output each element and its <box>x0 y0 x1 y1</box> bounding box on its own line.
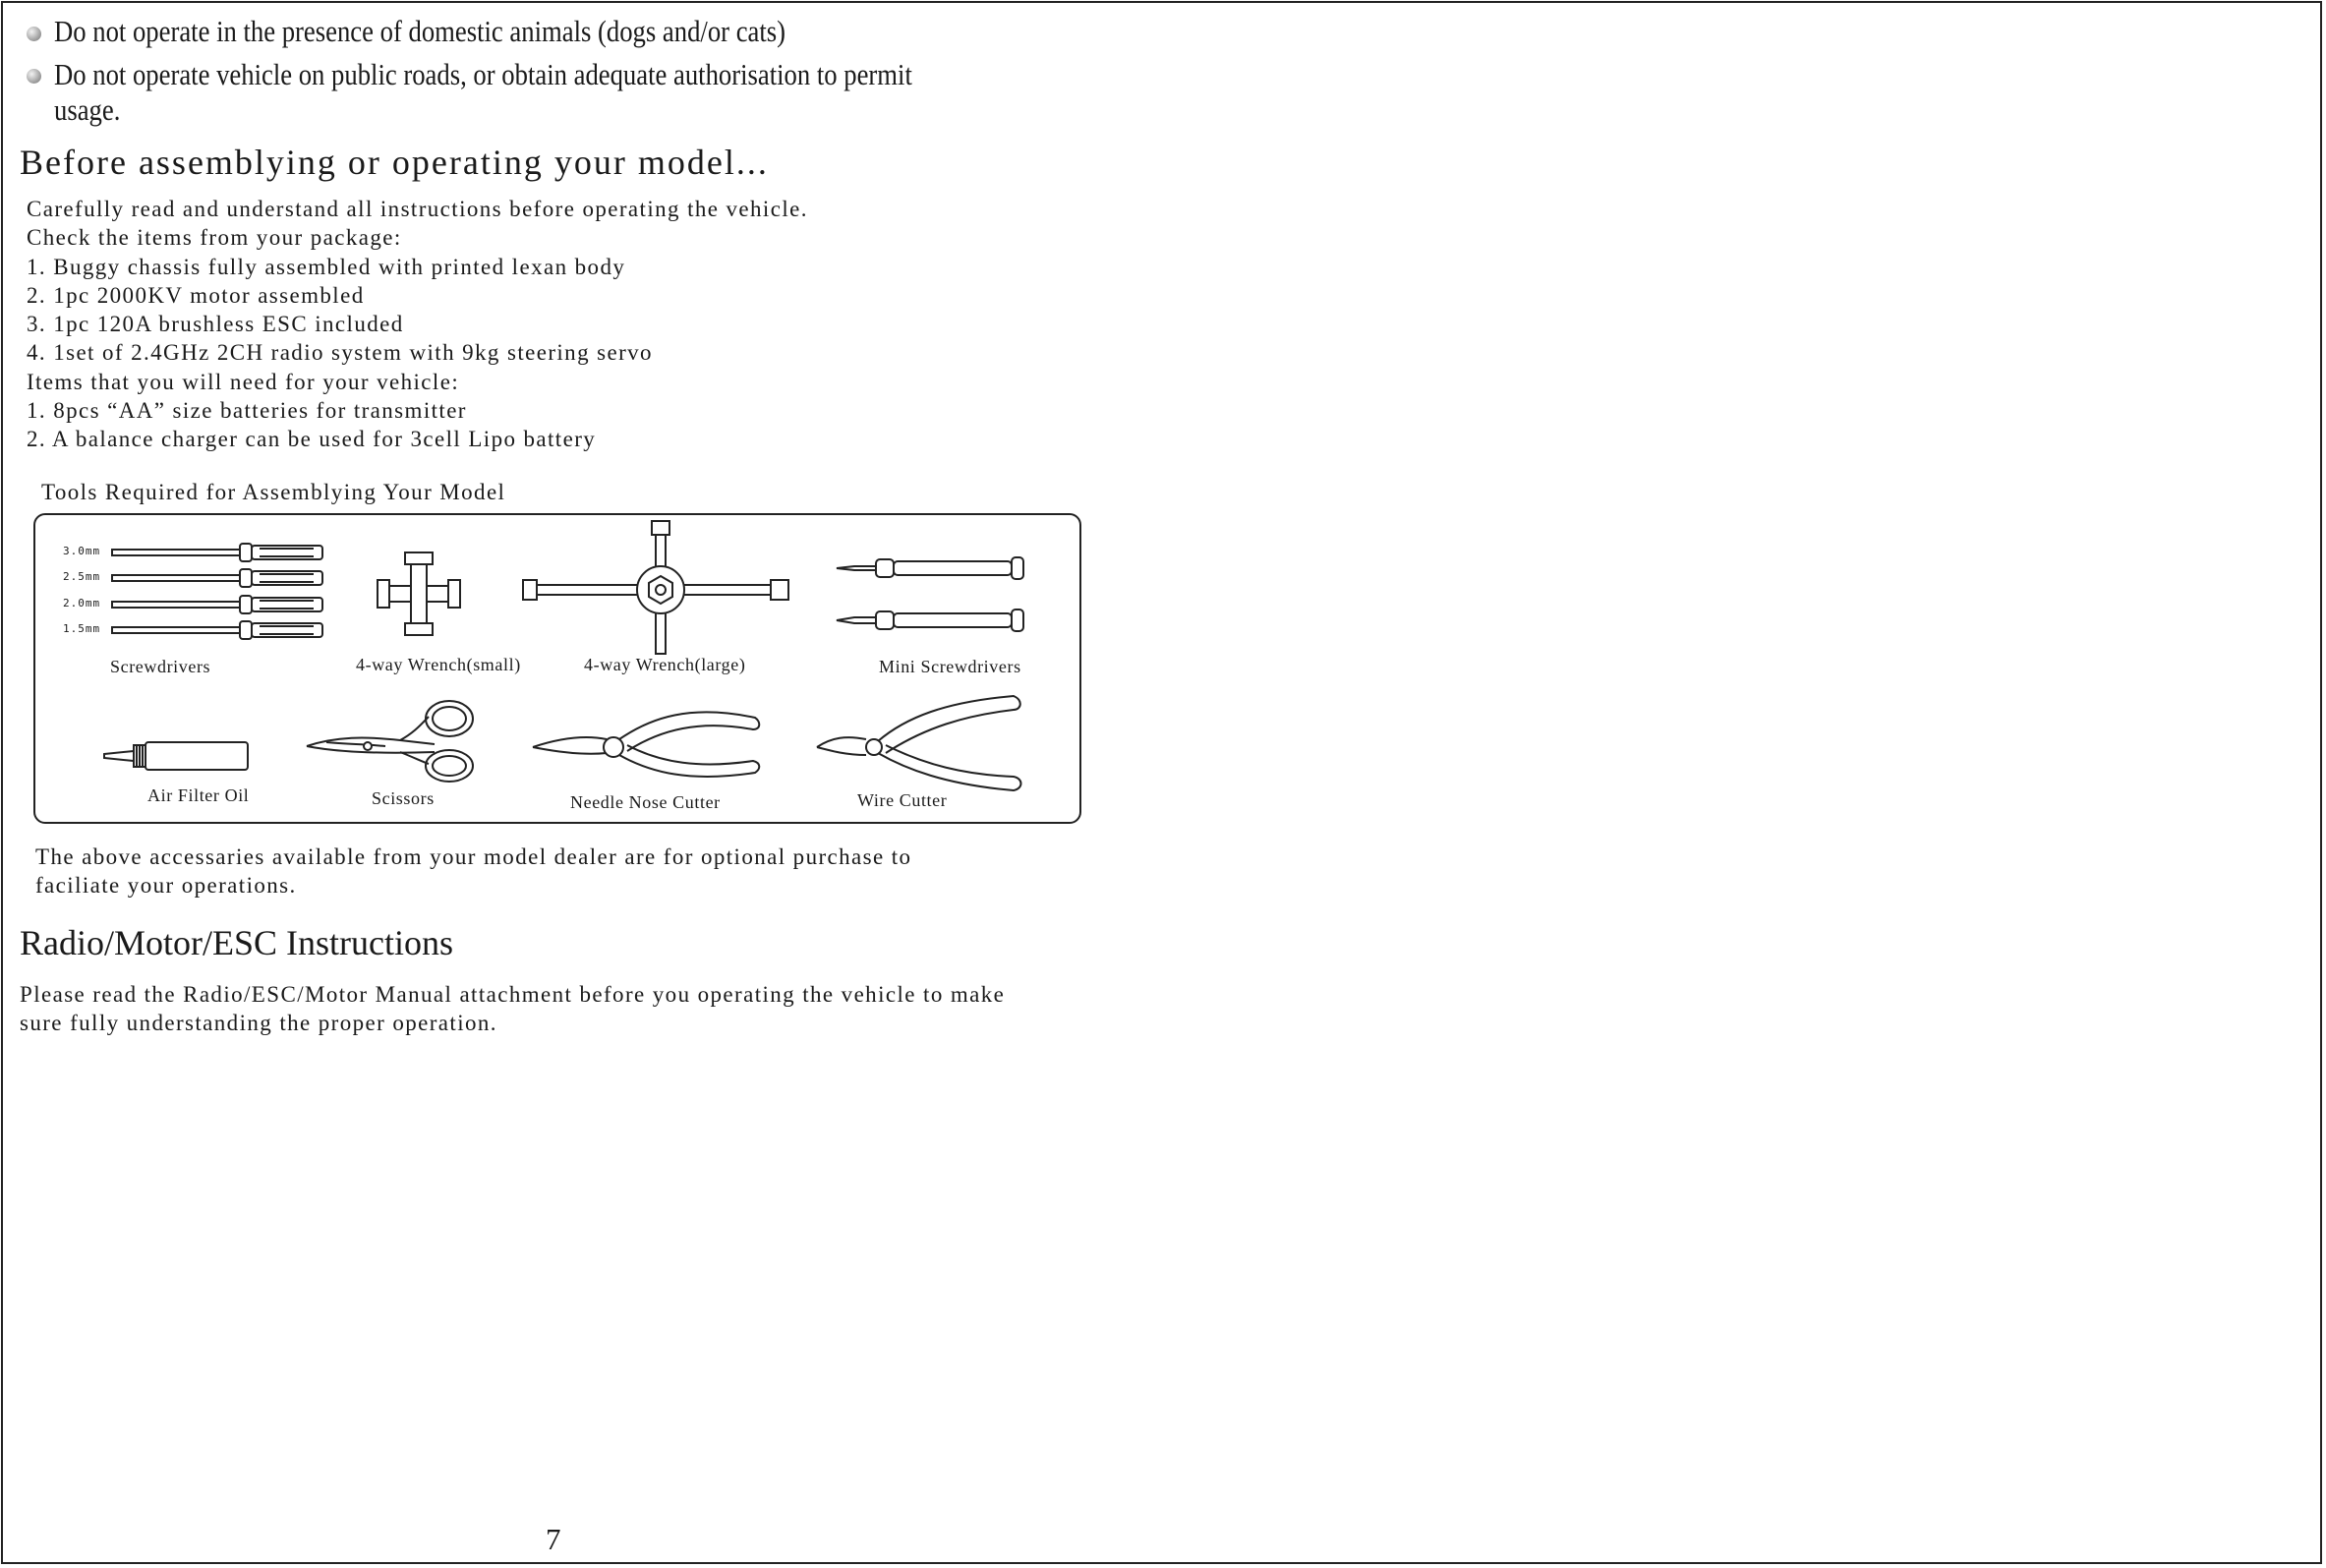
body-line: Please read the Radio/ESC/Motor Manual attachment before you operating the vehicle to make <box>20 982 1006 1007</box>
body-line: The above accessaries available from your model dealer are for optional purchase to <box>35 844 912 869</box>
size-label: 2.0mm <box>63 597 101 610</box>
body-line: faciliate your operations. <box>35 873 297 899</box>
tool-label: Wire Cutter <box>857 790 948 810</box>
size-label: 2.5mm <box>63 570 101 583</box>
tool-label: Screwdrivers <box>110 657 211 676</box>
body-line: Carefully read and understand all instructions before operating the vehicle. <box>27 197 808 221</box>
scissors-icon <box>307 701 473 782</box>
wire-cutter-icon <box>817 696 1021 790</box>
tools-caption: Tools Required for Assemblying Your Model <box>41 480 506 504</box>
bullet-icon <box>27 69 41 84</box>
tool-label: Air Filter Oil <box>147 785 250 805</box>
body-line: 3. 1pc 120A brushless ESC included <box>27 312 404 337</box>
body-line: 1. 8pcs “AA” size batteries for transmitter <box>27 398 467 424</box>
size-label: 3.0mm <box>63 545 101 557</box>
bullet-icon <box>27 27 41 41</box>
body-line: 1. Buggy chassis fully assembled with printed lexan body <box>27 254 626 279</box>
warning-line: Do not operate in the presence of domestic animals (dogs and/or cats) <box>54 14 786 48</box>
body-line: 2. 1pc 2000KV motor assembled <box>27 282 365 308</box>
body-line: 4. 1set of 2.4GHz 2CH radio system with 9kg steering servo <box>27 340 653 366</box>
body-text-block <box>20 980 1005 1038</box>
warning-line: usage. <box>54 92 121 127</box>
tools-box <box>33 513 1081 824</box>
tools-note <box>35 842 911 900</box>
tool-label: Needle Nose Cutter <box>570 792 721 812</box>
needle-nose-cutter-icon <box>533 712 759 777</box>
section-heading: Before assemblying or operating your model... <box>20 143 769 182</box>
body-line: sure fully understanding the proper operation. <box>20 1011 497 1036</box>
warning-line: Do not operate vehicle on public roads, or obtain adequate authorisation to permit <box>54 57 912 91</box>
tool-label: 4-way Wrench(large) <box>584 655 746 674</box>
tool-label: Scissors <box>372 788 435 808</box>
size-label: 1.5mm <box>63 622 101 635</box>
mini-screwdriver-icon <box>837 557 1023 579</box>
page-number: 7 <box>546 1522 561 1556</box>
body-line: Check the items from your package: <box>27 225 402 251</box>
tool-label: 4-way Wrench(small) <box>356 655 521 674</box>
mini-screwdriver-icon <box>837 610 1023 631</box>
tool-label: Mini Screwdrivers <box>879 657 1021 676</box>
wrench-large-icon <box>523 521 788 654</box>
body-text-block <box>27 195 808 454</box>
body-line: 2. A balance charger can be used for 3cell Lipo battery <box>27 427 597 452</box>
oil-bottle-icon <box>104 742 248 770</box>
body-line: Items that you will need for your vehicle: <box>27 369 460 394</box>
wrench-small-icon <box>378 552 460 635</box>
section-heading: Radio/Motor/ESC Instructions <box>20 923 453 962</box>
